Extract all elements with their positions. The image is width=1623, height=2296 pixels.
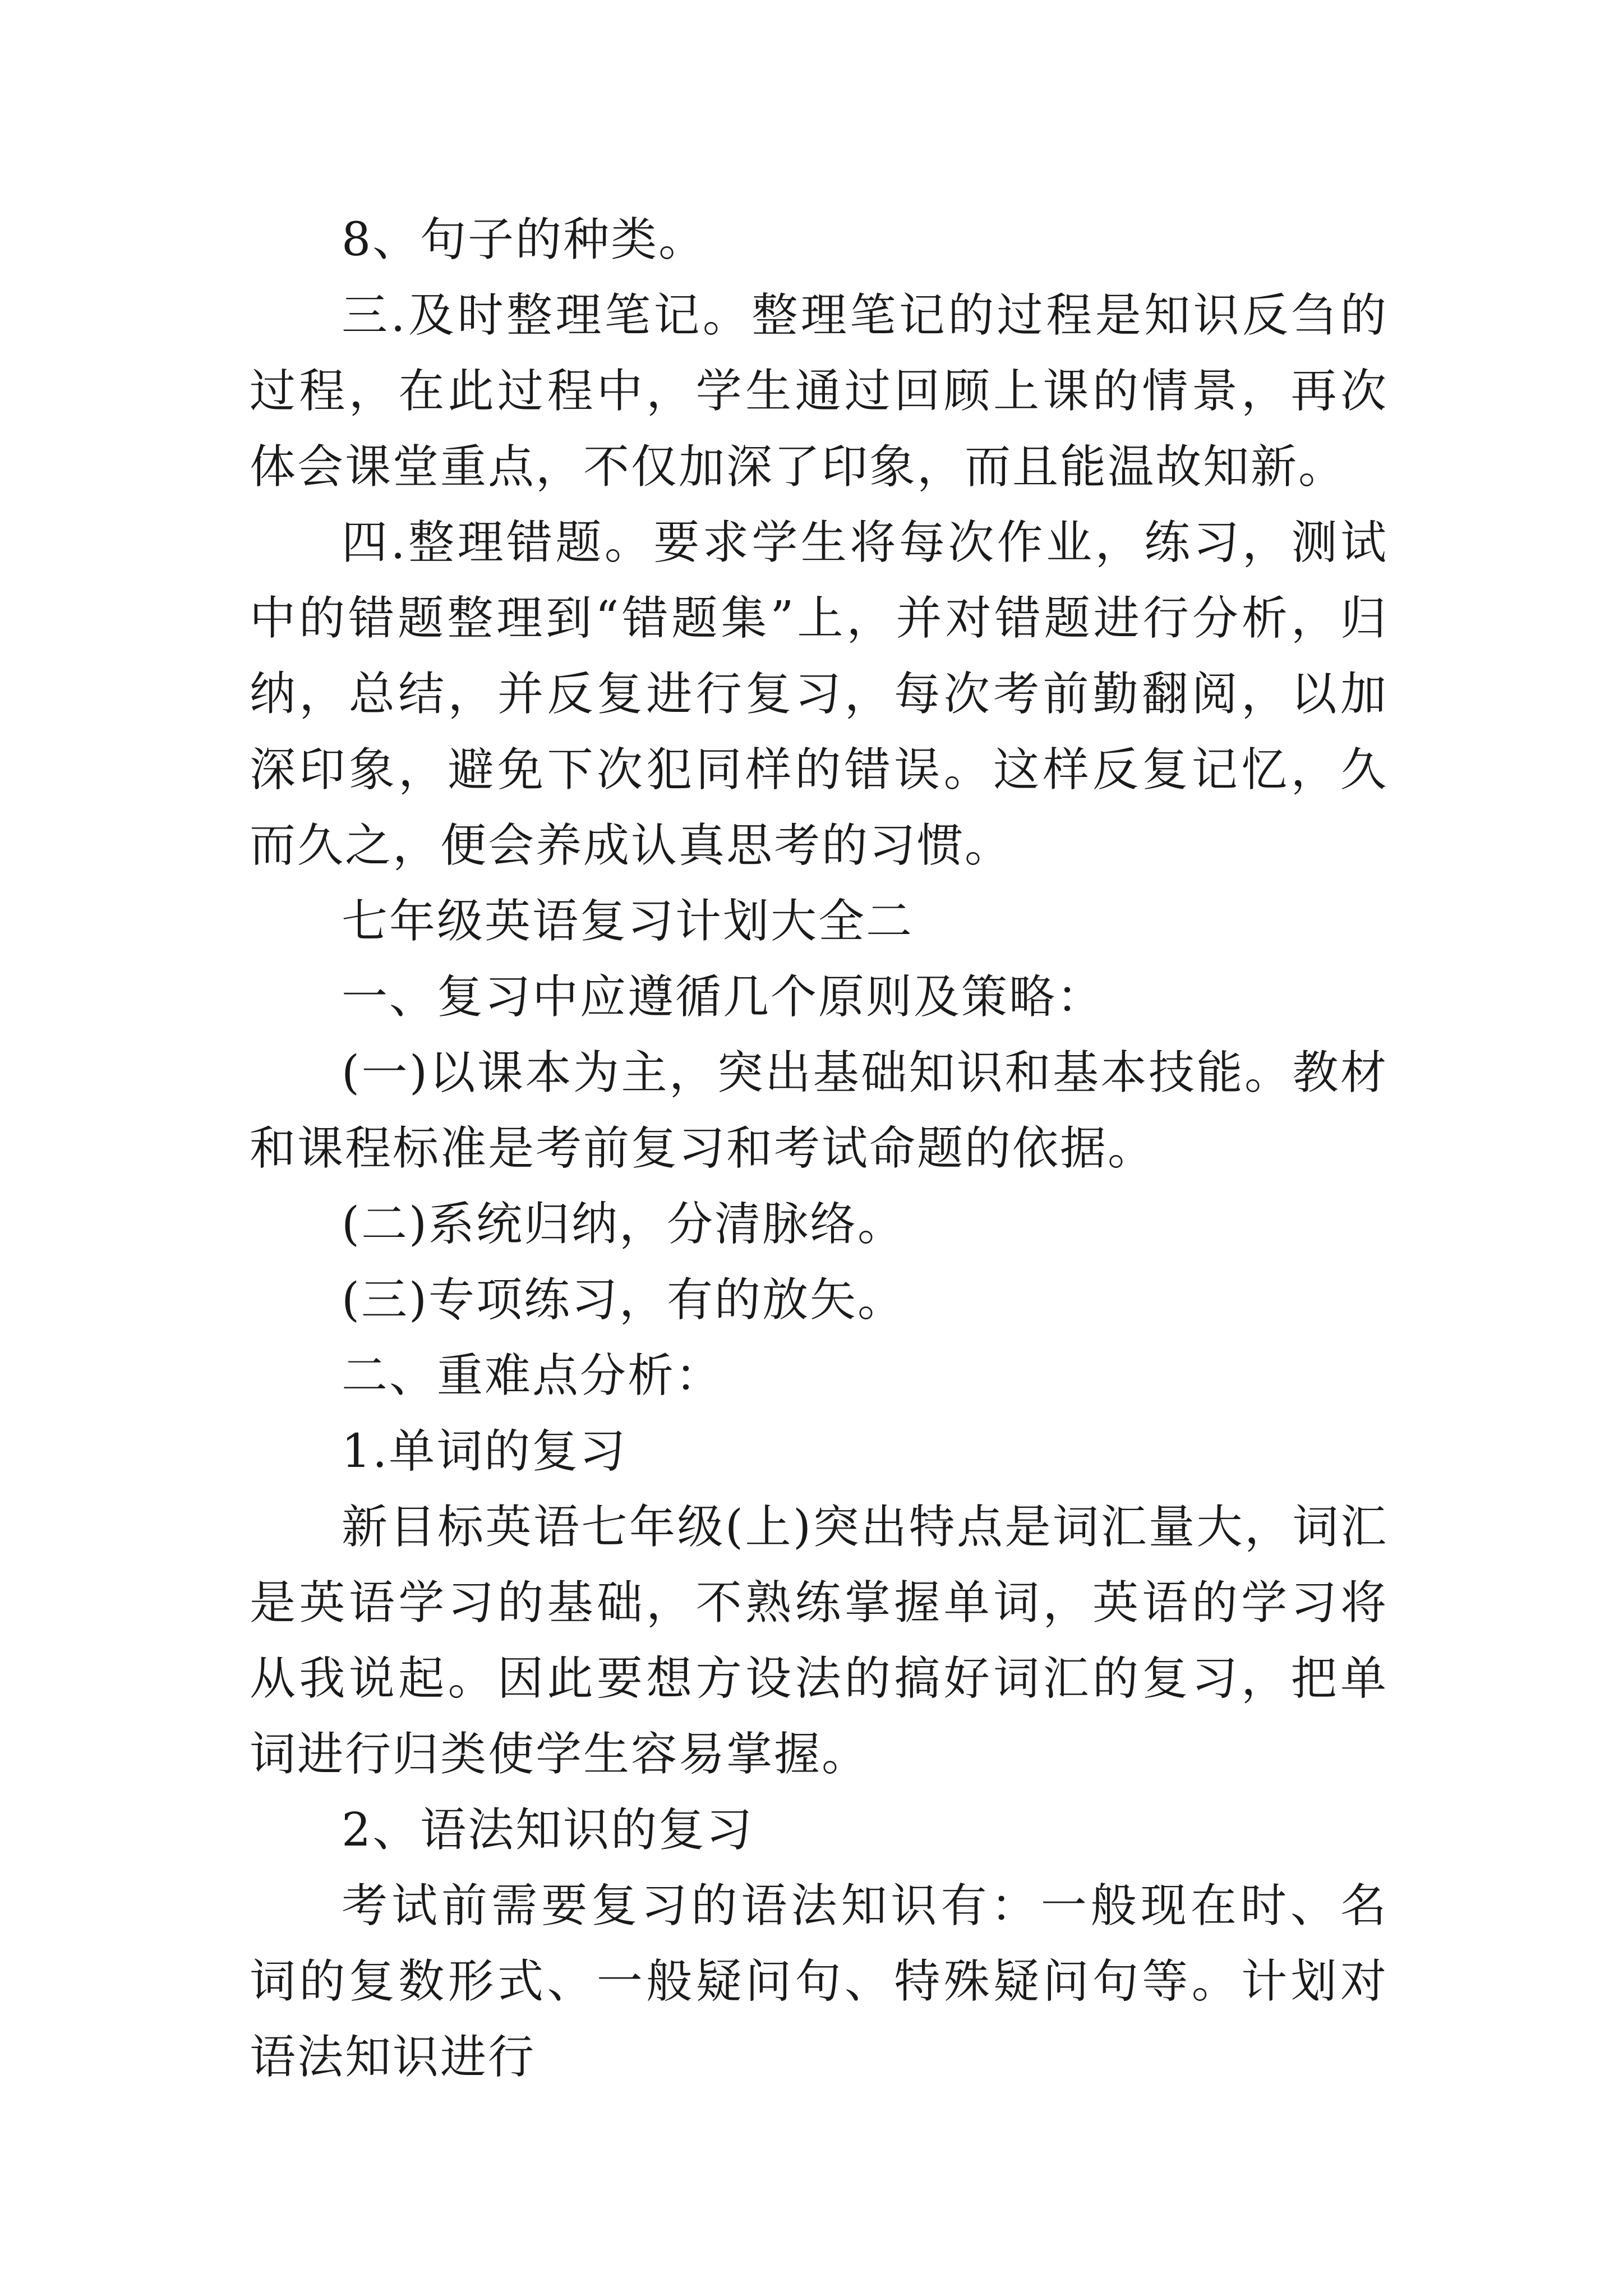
heading-review-principles: 一、复习中应遵循几个原则及策略： xyxy=(342,970,1105,1024)
document-body xyxy=(250,202,1388,2095)
paragraph-organize-notes: 三.及时整理笔记。整理笔记的过程是知识反刍的过程，在此过程中，学生通过回顾上课的情景，再次体会课堂重点，不仅加深了印象，而且能温故知新。 xyxy=(250,289,1388,494)
paragraph-vocabulary-review: 新目标英语七年级(上)突出特点是词汇量大，词汇是英语学习的基础，不熟练掌握单词，英语的学习将从我说起。因此要想方设法的搞好词汇的复习，把单词进行归类使学生容易掌握。 xyxy=(250,1501,1388,1781)
heading-key-difficulties: 二、重难点分析： xyxy=(342,1349,723,1402)
subheading-grammar-review: 2、语法知识的复习 xyxy=(342,1803,754,1857)
paragraph-item-8-sentence-types: 8、句子的种类。 xyxy=(342,213,707,266)
paragraph-principle-two: (二)系统归纳，分清脉络。 xyxy=(342,1198,905,1251)
section-heading-plan-two: 七年级英语复习计划大全二 xyxy=(342,895,914,948)
paragraph-principle-three: (三)专项练习，有的放矢。 xyxy=(342,1273,905,1327)
paragraph-grammar-review: 考试前需要复习的语法知识有：一般现在时、名词的复数形式、一般疑问句、特殊疑问句等。计划对语法知识进行 xyxy=(250,1879,1388,2084)
paragraph-principle-one: (一)以课本为主，突出基础知识和基本技能。教材和课程标准是考前复习和考试命题的依据。 xyxy=(250,1046,1388,1175)
paragraph-organize-mistakes: 四.整理错题。要求学生将每次作业，练习，测试中的错题整理到“错题集”上，并对错题进行分析，归纳，总结，并反复进行复习，每次考前勤翻阅，以加深印象，避免下次犯同样的错误。这样反复记忆，久而久之，便会养成认真思考的习惯。 xyxy=(250,516,1388,872)
subheading-vocabulary-review: 1.单词的复习 xyxy=(342,1425,628,1478)
